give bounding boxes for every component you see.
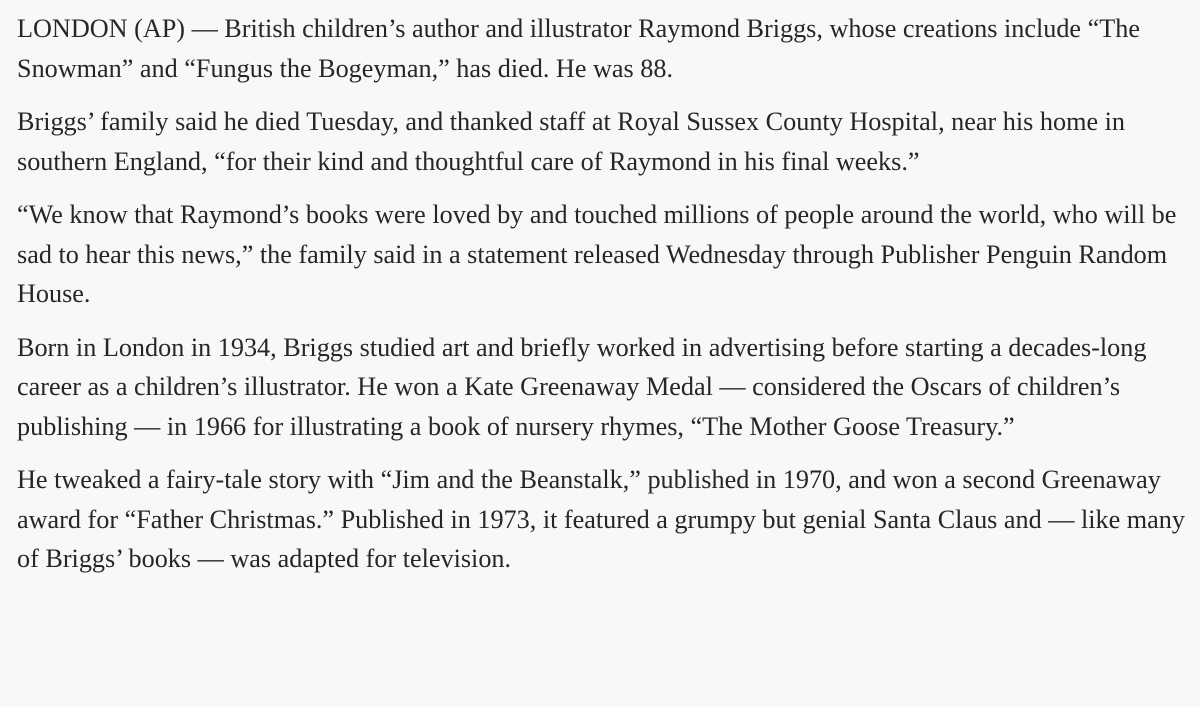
article-body: [17, 9, 1193, 593]
article-paragraph-4: Born in London in 1934, Briggs studied art and briefly worked in advertising before starting a decades-long career as a children’s illustrator. He won a Kate Greenaway Medal — considered the Oscars of children’s publishing — in 1966 for illustrating a book of nursery rhymes, “The Mother Goose Treasury.”: [17, 332, 1147, 441]
article-paragraph-2: Briggs’ family said he died Tuesday, and thanked staff at Royal Sussex County Hospital, near his home in southern England, “for their kind and thoughtful care of Raymond in his final weeks.”: [17, 107, 1125, 176]
article-paragraph-5: He tweaked a fairy-tale story with “Jim and the Beanstalk,” published in 1970, and won a second Greenaway award for “Father Christmas.” Published in 1973, it featured a grumpy but genial Santa Claus and — like many of Briggs’ books — was adapted for television.: [17, 465, 1185, 573]
article-paragraph-3: “We know that Raymond’s books were loved by and touched millions of people around the world, who will be sad to hear this news,” the family said in a statement released Wednesday through Publisher Penguin Random House.: [17, 200, 1177, 308]
article-paragraph-1: LONDON (AP) — British children’s author and illustrator Raymond Briggs, whose creations include “The Snowman” and “Fungus the Bogeyman,” has died. He was 88.: [17, 14, 1140, 83]
